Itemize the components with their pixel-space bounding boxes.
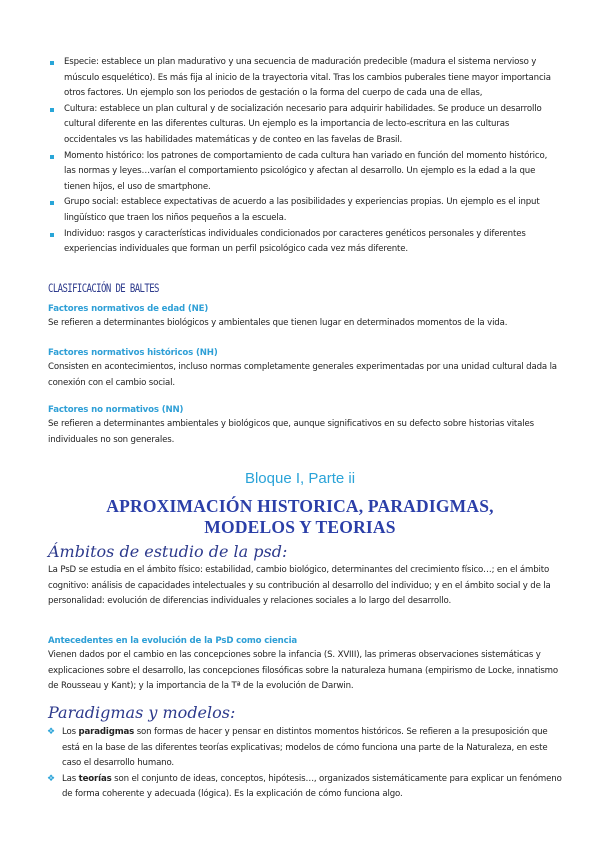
list-item: Momento histórico: los patrones de comportamiento de cada cultura han variado en función del momento histórico, las normas y leyes…varían el comportamiento psicológico y afectan al desarrollo. Un ejemplo es la edad a la que tienen hijos, el uso de smartphone.	[47, 149, 557, 196]
square-bullet-icon	[50, 108, 54, 112]
square-bullet-icon	[50, 61, 54, 65]
subheading: Antecedentes en la evolución de la PsD como ciencia	[48, 636, 298, 646]
square-bullet-icon	[50, 233, 54, 237]
list-item: ❖ Las teorías son el conjunto de ideas, conceptos, hipótesis…, organizados sistemáticamente para explicar un fenómeno de forma coherente y adecuada (lógica). Es la explicación de cómo funciona algo.	[47, 773, 562, 800]
diamond-bullet-icon: ❖	[47, 727, 55, 737]
list-item: Individuo: rasgos y características individuales condicionados por caracteres genéticos personales y diferentes experiencias individuales que forman un perfil psicológico cada vez más diferente.	[47, 227, 557, 258]
paragraph: Se refieren a determinantes ambientales y biológicos que, aunque significativos en su defecto sobre historias vitales individuales no son generales.	[48, 419, 534, 445]
paragraph: Consisten en acontecimientos, incluso normas completamente generales experimentadas por una unidad cultural dada la conexión con el cambio social.	[48, 362, 557, 388]
paragraph: Vienen dados por el cambio en las concepciones sobre la infancia (S. XVIII), las primeras observaciones sistemáticas y explicaciones sobre el desarrollo, las concepciones filosóficas sobre la naturaleza humana (empirismo de Locke, innatismo de Rousseau y Kant); y la importancia de la Tª de la evolución de Darwin.	[48, 650, 558, 692]
list-item: ❖ Los paradigmas son formas de hacer y pensar en distintos momentos históricos. Se refieren a la presuposición que está en la base de las diferentes teorías explicativas; modelos de cómo funciona una parte de la Naturaleza, en este caso el desarrollo humano.	[47, 727, 548, 769]
paragraph: Se refieren a determinantes biológicos y ambientales que tienen lugar en determinados momentos de la vida.	[48, 318, 508, 328]
square-bullet-icon	[50, 201, 54, 205]
ambitos-heading: Ámbitos de estudio de la psd:	[48, 542, 288, 561]
page-title: APROXIMACIÓN HISTORICA, PARADIGMAS, MODELOS Y TEORIAS	[106, 496, 494, 537]
ambitos-paragraph: La PsD se estudia en el ámbito físico: estabilidad, cambio biológico, determinantes del crecimiento físico…; en el ámbito cognitivo: análisis de capacidades intelectuales y su contribución al desarrollo del individuo; y en el ámbito social y de la personalidad: evolución de diferencias individuales y relaciones sociales a lo largo del desarrollo.	[48, 565, 551, 607]
antecedentes-section	[48, 634, 558, 695]
subheading: Factores no normativos (NN)	[48, 405, 184, 415]
paradigmas-heading: Paradigmas y modelos:	[48, 703, 236, 722]
square-bullet-icon	[50, 155, 54, 159]
baltes-nh	[48, 346, 558, 391]
diamond-bullet-icon: ❖	[47, 773, 55, 784]
paradigmas-list	[47, 725, 562, 803]
list-item: Cultura: establece un plan cultural y de socialización necesario para adquirir habilidades. Se produce un desarrollo cultural diferente en las diferentes culturas. Un ejemplo es la importancia de lecto-escritura en las culturas occidentales vs las habilidades matemáticas y de conteo en las favelas de Brasil.	[47, 102, 557, 149]
subheading: Factores normativos históricos (NH)	[48, 348, 218, 358]
factors-list	[47, 55, 557, 258]
list-item: Grupo social: establece expectativas de acuerdo a las posibilidades y experiencias propias. Un ejemplo es el input lingüístico que traen los niños pequeños a la escuela.	[47, 195, 557, 226]
subheading: Factores normativos de edad (NE)	[48, 304, 209, 314]
baltes-ne	[48, 302, 558, 332]
list-item: Especie: establece un plan madurativo y una secuencia de maduración predecible (madura el sistema nervioso y músculo esquelético). Es más fija al inicio de la trayectoria vital. Tras los cambios puberales tiene mayor importancia otros factores. Un ejemplo son los periodos de gestación o la forma del cuerpo de cada una de ellas,	[47, 55, 557, 102]
section-label: Bloque I, Parte ii	[244, 470, 356, 487]
baltes-heading: CLASIFICACIÓN DE BALTES	[48, 283, 159, 296]
baltes-nn	[48, 403, 558, 448]
